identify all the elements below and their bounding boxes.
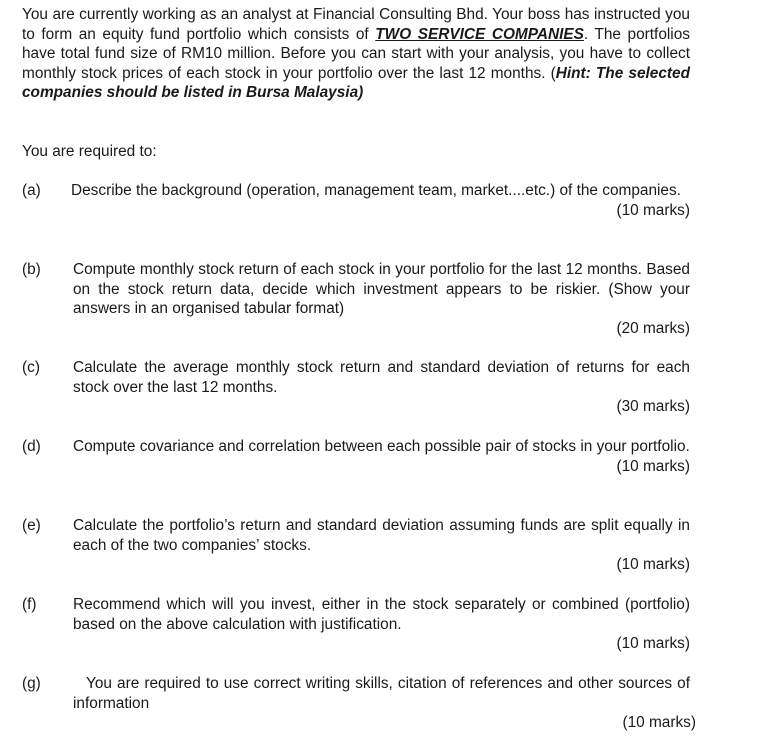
question-marks: (10 marks) [622, 714, 696, 732]
question-letter: (g) [22, 675, 41, 692]
question-marks: (10 marks) [616, 201, 690, 219]
question-marks: (30 marks) [616, 398, 690, 416]
question-text: Describe the background (operation, management team, market....etc.) of the companies. [71, 182, 681, 199]
question-f [22, 595, 690, 654]
question-text: Compute covariance and correlation between each possible pair of stocks in your portfolio. [73, 438, 690, 455]
question-letter: (e) [22, 517, 41, 534]
intro-emphasis: TWO SERVICE COMPANIES [375, 25, 584, 43]
question-letter: (a) [22, 182, 41, 199]
question-marks: (10 marks) [616, 556, 690, 574]
intro-hint: Hint: The selected companies should be listed in Bursa Malaysia) [22, 64, 690, 102]
question-marks: (10 marks) [616, 635, 690, 653]
assignment-intro [22, 5, 690, 103]
question-e [22, 516, 690, 575]
question-text: Calculate the average monthly stock return and standard deviation of returns for each stock over the last 12 months. [73, 359, 690, 396]
question-text: Compute monthly stock return of each stock in your portfolio for the last 12 months. Based on the stock return data, decide which investment appears to be riskier. (Show your answers in an organised tabular format) [73, 261, 690, 318]
question-text [73, 674, 690, 713]
question-letter: (c) [22, 359, 40, 376]
question-letter: (b) [22, 261, 41, 278]
question-letter: (d) [22, 438, 41, 455]
question-text: Recommend which will you invest, either in the stock separately or combined (portfolio) based on the above calculation with justification. [73, 596, 690, 633]
intro-text-part1: You are currently working as an analyst at Financial Consulting Bhd. Your boss has instructed you to form an equity fund portfolio which consists of [22, 6, 690, 43]
question-marks: (20 marks) [616, 319, 690, 337]
question-a [22, 181, 690, 220]
question-text: Calculate the portfolio’s return and standard deviation assuming funds are split equally in each of the two companies’ stocks. [73, 517, 690, 554]
intro-text-part2: . The portfolios have total fund size of RM10 million. Before you can start with your analysis, you have to collect monthly stock prices of each stock in your portfolio over the last 12 months. ( [22, 25, 690, 82]
question-d [22, 437, 690, 476]
question-text-content: You are required to use correct writing skills, citation of references and other sources of information [73, 675, 690, 712]
question-g [22, 674, 696, 733]
required-label: You are required to: [22, 143, 157, 160]
question-b [22, 260, 690, 338]
question-c [22, 358, 690, 417]
question-marks: (10 marks) [616, 457, 690, 475]
question-letter: (f) [22, 596, 37, 613]
